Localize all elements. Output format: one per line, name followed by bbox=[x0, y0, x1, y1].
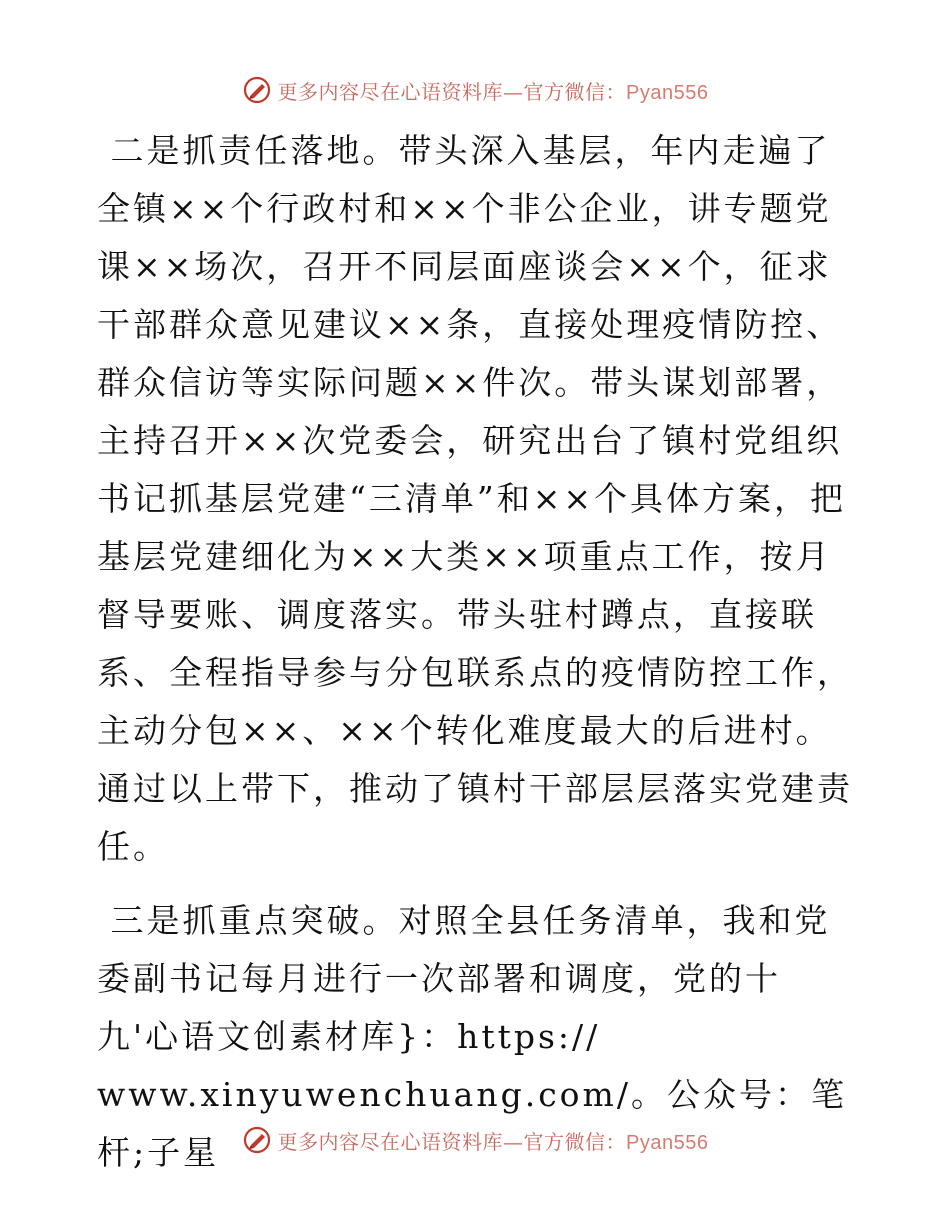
footer-banner-text bbox=[278, 1126, 709, 1155]
footer-banner-cn: 更多内容尽在心语资料库—官方微信： bbox=[277, 1129, 627, 1154]
footer-banner-id: Pyan556 bbox=[626, 1131, 709, 1154]
header-banner-cn: 更多内容尽在心语资料库—官方微信： bbox=[277, 79, 627, 104]
header-banner-id: Pyan556 bbox=[626, 81, 709, 104]
paragraph-responsibility: 二是抓责任落地。带头深入基层，年内走遍了全镇××个行政村和××个非公企业，讲专题党课××场次，召开不同层面座谈会××个，征求干部群众意见建议××条，直接处理疫情防控、群众信访等实际问题××件次。带头谋划部署，主持召开××次党委会，研究出台了镇村党组织书记抓基层党建“三清单”和××个具体方案，把基层党建细化为××大类××项重点工作，按月督导要账、调度落实。带头驻村蹲点，直接联系、全程指导参与分包联系点的疫情防控工作，主动分包××、××个转化难度最大的后进村。通过以上带下，推动了镇村干部层层落实党建责任。 bbox=[97, 131, 853, 866]
paragraph-website-line: www.xinyuwenchuang.com/。公众号：笔杆;子星 bbox=[97, 1075, 847, 1172]
header-banner bbox=[0, 70, 950, 110]
document-body bbox=[97, 122, 857, 1182]
brand-logo-icon bbox=[242, 1125, 272, 1155]
header-banner-text bbox=[278, 76, 709, 105]
footer-banner bbox=[0, 1120, 950, 1160]
brand-logo-icon bbox=[242, 75, 272, 105]
paragraph-key-breakthrough: 三是抓重点突破。对照全县任务清单，我和党委副书记每月进行一次部署和调度，党的十九'心语文创素材库}：https:// bbox=[97, 901, 831, 1056]
